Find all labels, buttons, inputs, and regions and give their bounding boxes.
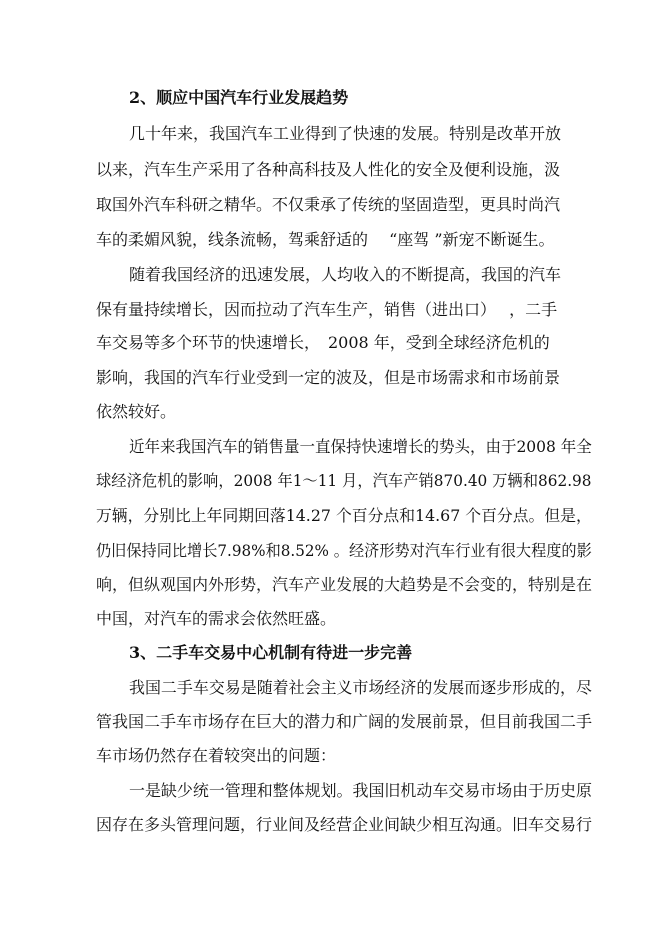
paragraph-line: 保有量持续增长，因而拉动了汽车生产，销售（进出口） ，二手 [96,300,558,319]
section-heading-trend: 2、顺应中国汽车行业发展趋势 [129,88,349,107]
paragraph-line: 依然较好。 [96,402,177,421]
paragraph-line: 因存在多头管理问题，行业间及经营企业间缺少相互沟通。旧车交易行 [96,815,593,834]
paragraph-line: 仍旧保持同比增长7.98%和8.52% 。经济形势对汽车行业有很大程度的影 [96,541,592,560]
paragraph-line: 车交易等多个环节的快速增长， 2008 年，受到全球经济危机的 [96,333,550,352]
paragraph-line: 我国二手车交易是随着社会主义市场经济的发展而逐步形成的，尽 [129,678,592,697]
paragraph-line: 几十年来，我国汽车工业得到了快速的发展。特别是改革开放 [129,124,562,143]
paragraph-line: 影响，我国的汽车行业受到一定的波及，但是市场需求和市场前景 [96,368,561,387]
paragraph-line: 近年来我国汽车的销售量一直保持快速增长的势头，由于2008 年全 [129,437,592,456]
paragraph-line: 响，但纵观国内外形势，汽车产业发展的大趋势是不会变的，特别是在 [96,575,593,594]
paragraph-line: 中国，对汽车的需求会依然旺盛。 [96,609,337,628]
paragraph-line: 取国外汽车科研之精华。不仅秉承了传统的坚固造型，更具时尚汽 [96,195,561,214]
paragraph-line: 球经济危机的影响，2008 年1～11 月，汽车产销870.40 万辆和862.98 [96,471,592,490]
paragraph-line: 管我国二手车市场存在巨大的潜力和广阔的发展前景，但目前我国二手 [96,712,593,731]
paragraph-line: 随着我国经济的迅速发展，人均收入的不断提高，我国的汽车 [129,265,562,284]
paragraph-line: 万辆，分别比上年同期回落14.27 个百分点和14.67 个百分点。但是， [96,506,592,525]
section-heading-mechanism: 3、二手车交易中心机制有待进一步完善 [129,643,413,662]
paragraph-line: 以来，汽车生产采用了各种高科技及人性化的安全及便利设施，汲 [96,160,561,179]
paragraph-line: 车市场仍然存在着较突出的问题： [96,746,337,765]
paragraph-line: 一是缺少统一管理和整体规划。我国旧机动车交易市场由于历史原 [129,781,592,800]
paragraph-line: 车的柔媚风貌，线条流畅，驾乘舒适的 “座驾 ”新宠不断诞生。 [96,230,555,249]
